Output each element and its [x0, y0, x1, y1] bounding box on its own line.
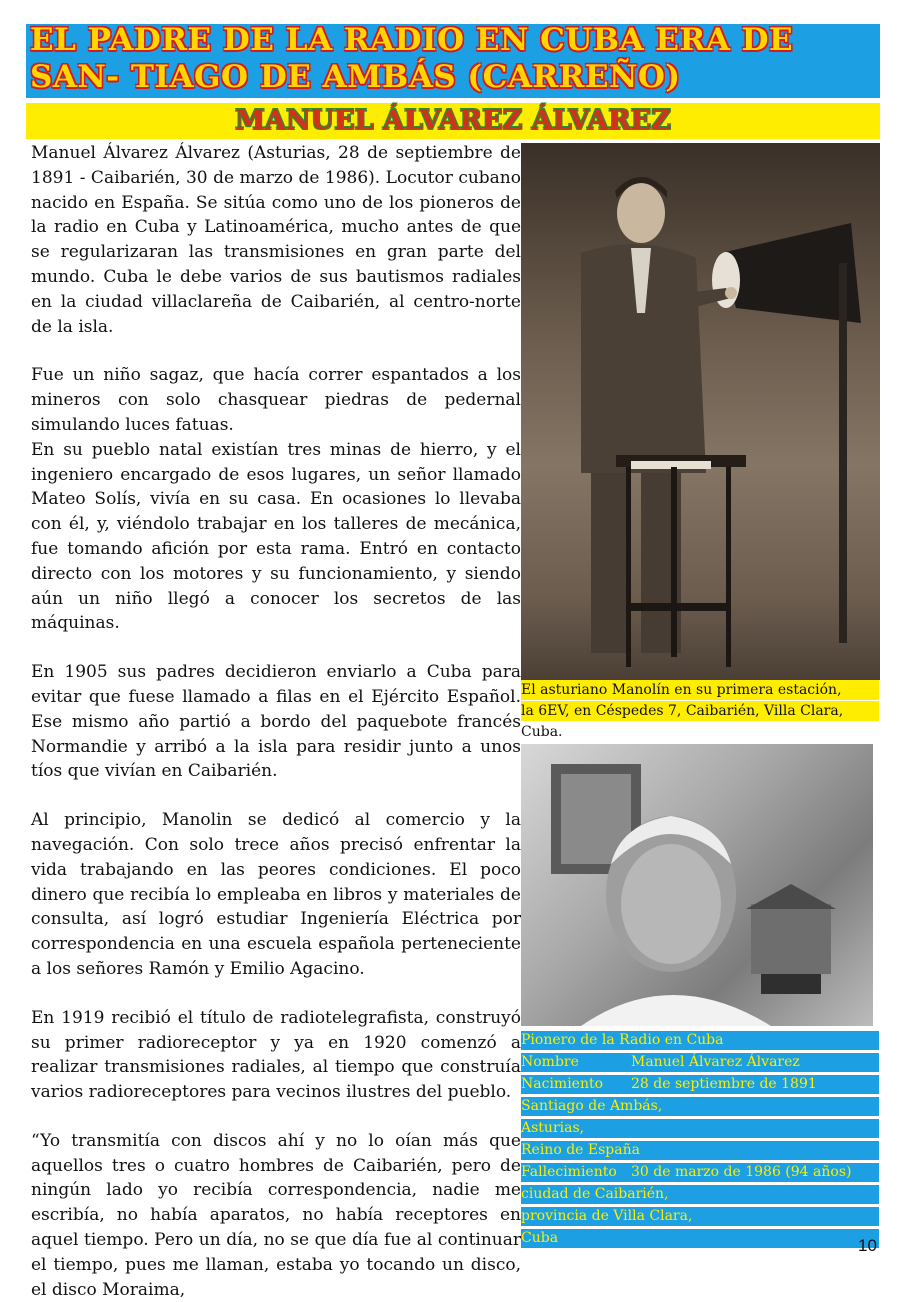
paragraph-1919: En 1919 recibió el título de radiotelegrafista, construyó su primer radioreceptor y ya en 1920 comenzó a realizar transmisiones radiales, al tiempo que construía varios radioreceptores para vecinos ilustres del pueblo. [31, 1007, 521, 1103]
infobox-row-death [521, 1163, 879, 1182]
photo-radio-station-illustration [521, 143, 880, 680]
infobox-birth-place-2: Asturias, [521, 1119, 879, 1138]
article-body [31, 141, 521, 1302]
infobox-death-place-3: Cuba [521, 1229, 879, 1248]
photo-elderly-portrait-illustration [521, 744, 873, 1026]
photo-caption-line-2: la 6EV, en Céspedes 7, Caibarién, Villa Clara, [521, 701, 879, 721]
page-subtitle: MANUEL ÁLVAREZ ÁLVAREZ [235, 105, 671, 136]
infobox-death-place-1: ciudad de Caibarién, [521, 1185, 879, 1204]
photo-caption-line-3: Cuba. [521, 724, 563, 740]
page-title: EL PADRE DE LA RADIO EN CUBA ERA DE SAN- TIAGO DE AMBÁS (CARREÑO) [30, 22, 794, 95]
infobox-birth-place-1: Santiago de Ambás, [521, 1097, 879, 1116]
photo-elderly-portrait [521, 744, 873, 1026]
paragraph-early-work: Al principio, Manolin se dedicó al comercio y la navegación. Con solo trece años precisó enfrentar la vida trabajando en las peores condiciones. El poco dinero que recibía lo empleaba en libros y materiales de consulta, así logró estudiar Ingeniería Eléctrica por correspondencia en una escuela española perteneciente a los señores Ramón y Emilio Agacino. [31, 810, 521, 979]
infobox-name-value: Manuel Álvarez Álvarez [631, 1054, 800, 1070]
paragraph-mines: En su pueblo natal existían tres minas de hierro, y el ingeniero encargado de esos lugares, un señor llamado Mateo Solís, vivía en su casa. En ocasiones lo llevaba con él, y, viéndolo trabajar en los talleres de mecánica, fue tomando afición por esta rama. Entró en contacto directo con los motores y su funcionamiento, y siendo aún un niño llegó a conocer los secretos de las máquinas. [31, 439, 521, 634]
infobox-name-label: Nombre [521, 1054, 579, 1070]
infobox-row-birth [521, 1075, 879, 1094]
infobox-title: Pionero de la Radio en Cuba [521, 1031, 879, 1050]
paragraph-childhood: Fue un niño sagaz, que hacía correr espantados a los mineros con solo chasquear piedras de pedernal simulando luces fatuas. [31, 365, 521, 435]
infobox-birth-value: 28 de septiembre de 1891 [631, 1076, 817, 1092]
photo-caption-line-1: El asturiano Manolín en su primera estación, [521, 680, 879, 700]
infobox-death-place-2: provincia de Villa Clara, [521, 1207, 879, 1226]
paragraph-intro: Manuel Álvarez Álvarez (Asturias, 28 de septiembre de 1891 - Caibarién, 30 de marzo de 1986). Locutor cubano nacido en España. Se sitúa como uno de los pioneros de la radio en Cuba y Latinoamérica, mucho antes de que se regularizaran las transmisiones en gran parte del mundo. Cuba le debe varios de sus bautismos radiales en la ciudad villaclareña de Caibarién, al centro-norte de la isla. [31, 143, 521, 337]
infobox-death-label: Fallecimiento [521, 1164, 617, 1180]
paragraph-1905: En 1905 sus padres decidieron enviarlo a Cuba para evitar que fuese llamado a filas en el Ejército Español. Ese mismo año partió a bordo del paquebote francés Normandie y arribó a la isla para residir junto a unos tíos que vivían en Caibarién. [31, 662, 521, 782]
infobox-birth-label: Nacimiento [521, 1076, 604, 1092]
infobox-death-value: 30 de marzo de 1986 (94 años) [631, 1164, 852, 1180]
photo-radio-station [521, 143, 880, 680]
paragraph-quote: “Yo transmitía con discos ahí y no lo oían más que aquellos tres o cuatro hombres de Caibarién, pero de ningún lado yo recibía correspondencia, nadie me escribía, no había aparatos, no había receptores en aquel tiempo. Pero un día, no se que día fue al continuar el tiempo, pues me llaman, estaba yo tocando un disco, el disco Moraima, [31, 1130, 521, 1300]
page-number: 10 [858, 1236, 877, 1255]
infobox-row-name [521, 1053, 879, 1072]
infobox-birth-place-3: Reino de España [521, 1141, 879, 1160]
